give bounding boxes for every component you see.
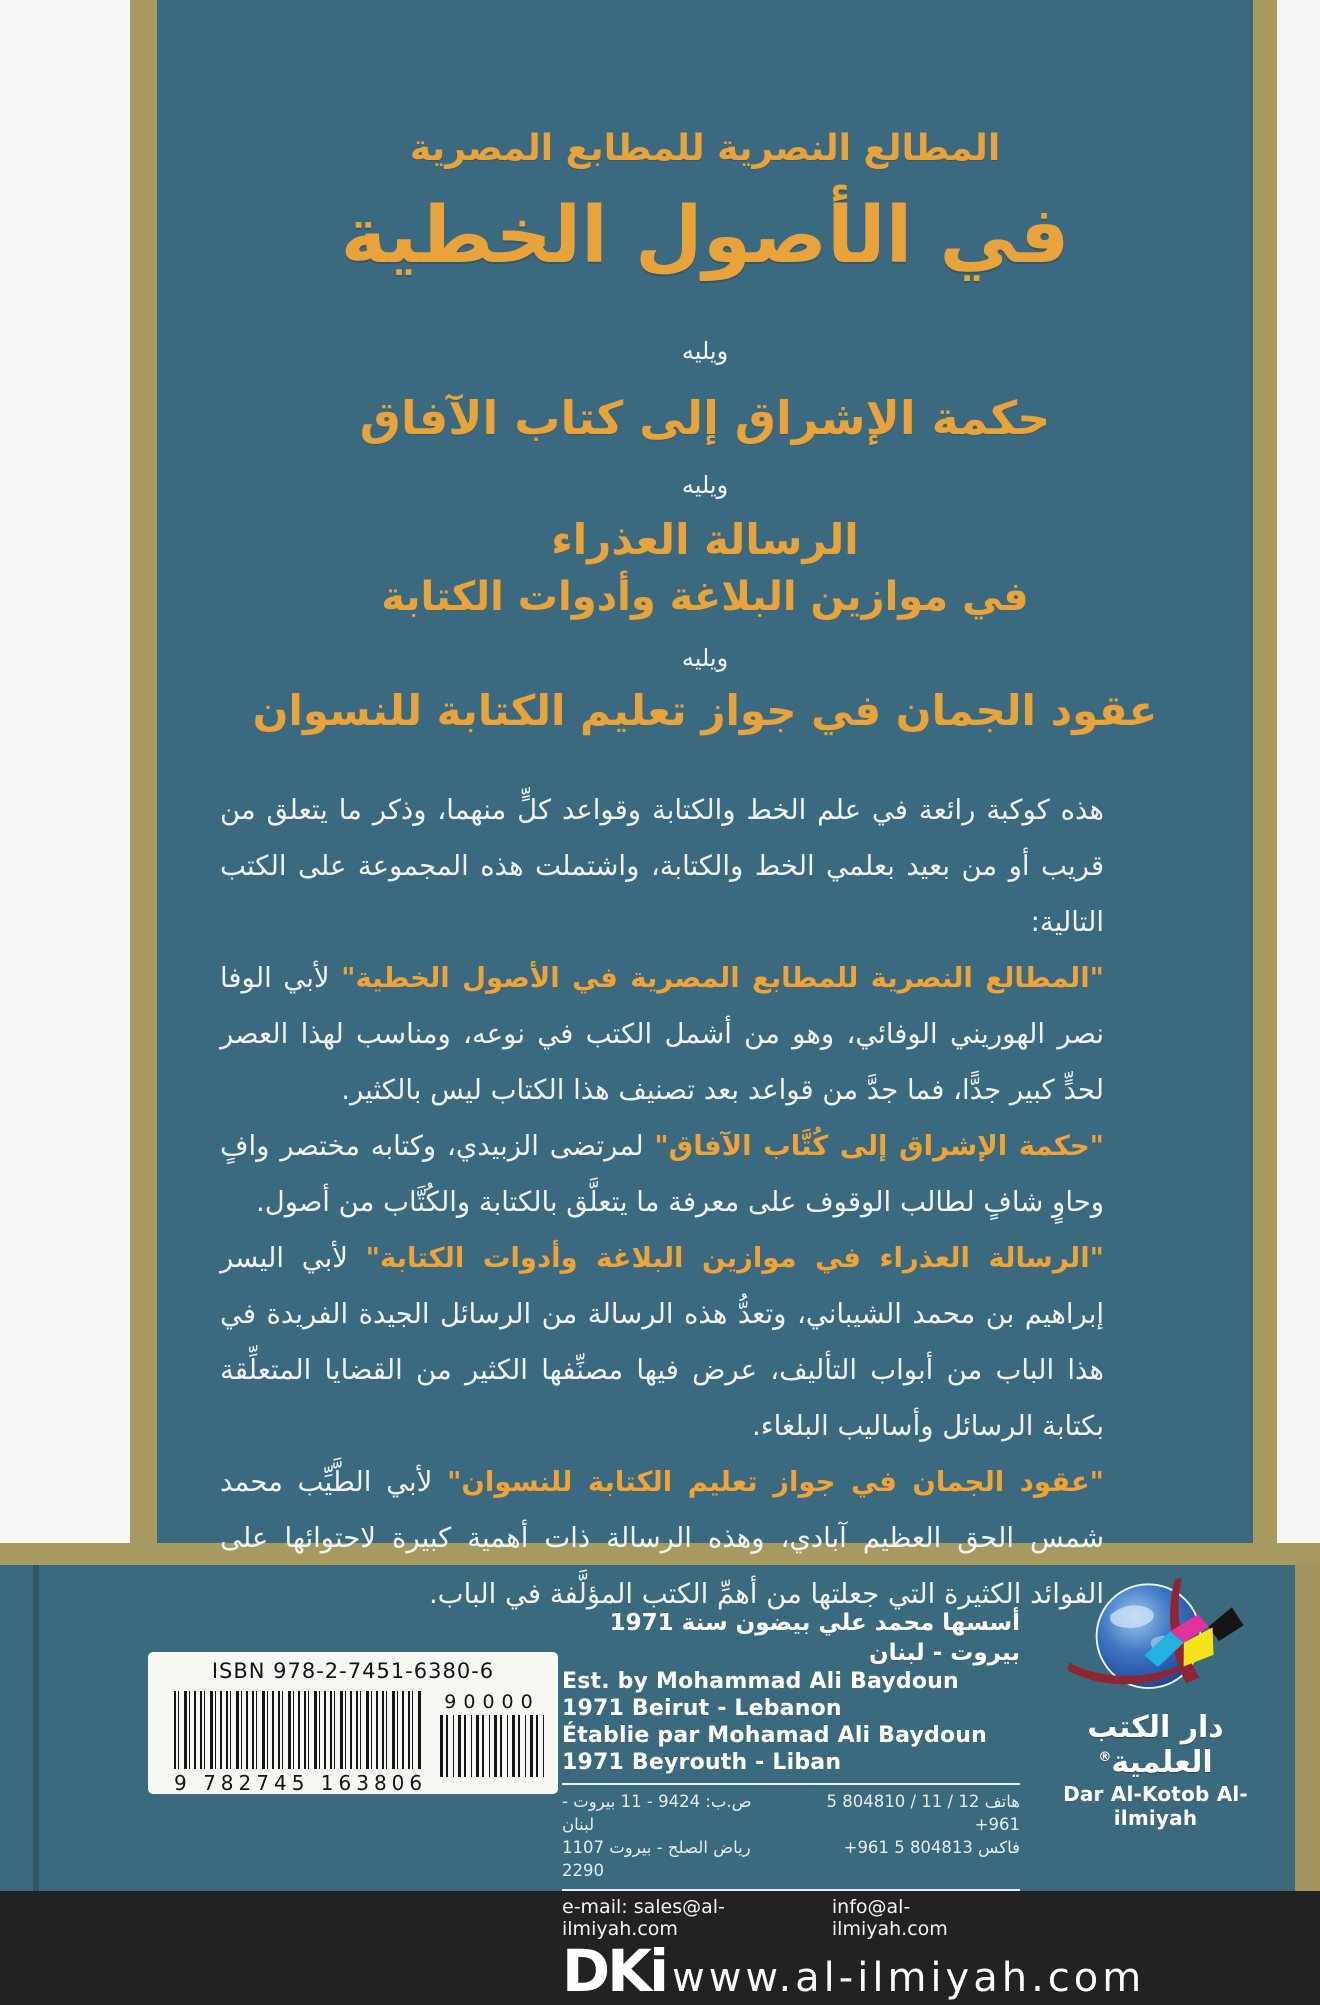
frame-strip-right [1253, 0, 1277, 1543]
book-title-highlight: "المطالع النصرية للمطابع المصرية في الأصول الخطية" [341, 962, 1104, 994]
publisher-name-arabic: دار الكتب العلمية® [1087, 1710, 1224, 1780]
book-title-highlight: "الرسالة العذراء في موازين البلاغة وأدوات الكتابة" [365, 1242, 1105, 1274]
registered-mark: ® [1098, 1750, 1112, 1765]
divider-line [562, 1783, 1020, 1785]
followed-by-label: ويليه [681, 644, 729, 672]
street-line: رياض الصلح - بيروت 1107 2290 [562, 1838, 751, 1880]
followed-by-label: ويليه [681, 471, 729, 499]
email-info: info@al-ilmiyah.com [831, 1896, 948, 1940]
isbn-label: ISBN 978-2-7451-6380-6 [211, 1659, 495, 1683]
email-sales: e-mail: sales@al-ilmiyah.com [562, 1896, 725, 1940]
cover-crease [33, 1565, 39, 1891]
body-paragraph [220, 1230, 1104, 1454]
fourth-book-title: عقود الجمان في جواز تعليم الكتابة للنسوان [252, 686, 1158, 735]
barcode-bars [174, 1691, 422, 1769]
website-url: www.al-ilmiyah.com [671, 1955, 1146, 2001]
book-title-highlight: "حكمة الإشراق إلى كُتَّاب الآفاق" [654, 1130, 1104, 1162]
address-block [562, 1790, 787, 1882]
third-book-title-line2: في موازين البلاغة وأدوات الكتابة [381, 574, 1029, 620]
pobox-line: ص.ب: 9424 - 11 بيروت - لبنان [562, 1792, 752, 1834]
page-edge-left [0, 0, 130, 1543]
supplement-digits: 90000 [444, 1691, 540, 1713]
body-paragraph [220, 1118, 1104, 1230]
body-paragraphs [220, 782, 1104, 1622]
body-paragraph [220, 782, 1104, 950]
followed-by-label: ويليه [681, 337, 729, 365]
cover-edge-bottom-right [1295, 1565, 1320, 1891]
third-book-title-line1: الرسالة العذراء [551, 515, 859, 564]
second-book-title: حكمة الإشراق إلى كتاب الآفاق [359, 391, 1051, 445]
book-title-highlight: "عقود الجمان في جواز تعليم الكتابة للنسوان" [447, 1466, 1104, 1498]
body-text-segment: لأبي الوفا نصر الهوريني الوفائي، وهو من أشمل الكتب في نوعه، ومناسب لهذا العصر لحدٍّ كبير جدًّا، فما جدَّ من قواعد بعد تصنيف هذا الكتاب ليس بالكثير. [220, 962, 1104, 1106]
supplement-bars [440, 1715, 544, 1777]
barcode-panel [148, 1652, 558, 1794]
dki-logo-text: DKi [562, 1937, 666, 2005]
publisher-logo [1038, 1572, 1273, 1830]
ean-barcode [174, 1691, 428, 1795]
divider-line [562, 1889, 1020, 1891]
frame-strip-left [130, 0, 157, 1543]
body-text-segment: لأبي اليسر إبراهيم بن محمد الشيباني، وتعدُّ هذه الرسالة من الرسائل الجيدة الفريدة في هذا الباب من أبواب التأليف، عرض فيها مصنِّفها الكثير من القضايا المتعلِّقة بكتابة الرسائل وأساليب البلغاء. [220, 1242, 1104, 1442]
body-paragraph [220, 950, 1104, 1118]
phone-line: هاتف 12 / 11 / 804810 5 961+ [826, 1792, 1020, 1834]
founded-line-arabic: أسسها محمد علي بيضون سنة 1971 بيروت - لبنان [609, 1610, 1020, 1666]
fax-line: فاكس 804813 5 961+ [843, 1838, 1020, 1857]
body-paragraph [220, 1454, 1104, 1622]
phone-block [787, 1790, 1020, 1859]
page-edge-right [1277, 0, 1320, 1543]
body-text-segment: هذه كوكبة رائعة في علم الخط والكتابة وقواعد كلٍّ منهما، وذكر ما يتعلق من قريب أو من بعيد بعلمي الخط والكتابة، واشتملت هذه المجموعة على الكتب التالية: [220, 794, 1104, 938]
publisher-name-english: Dar Al-Kotob Al-ilmiyah [1063, 1782, 1248, 1830]
main-title: في الأصول الخطية [340, 191, 1070, 281]
globe-logo-icon [1061, 1572, 1251, 1704]
body-text-segment: لمرتضى الزبيدي، وكتابه مختصر وافٍ وحاوٍ شافٍ لطالب الوقوف على معرفة ما يتعلَّق بالكتابة والكُتَّاب من أصول. [220, 1130, 1104, 1218]
founded-line-english: Est. by Mohammad Ali Baydoun 1971 Beirut - Lebanon [562, 1669, 959, 1721]
barcode-digits: 9 782745 163806 [174, 1771, 428, 1795]
series-title: المطالع النصرية للمطابع المصرية [409, 128, 1001, 169]
founded-line-french: Établie par Mohamad Ali Baydoun 1971 Beyrouth - Liban [562, 1723, 988, 1775]
supplement-barcode [440, 1691, 544, 1777]
title-block [156, 128, 1254, 735]
publisher-info [562, 1608, 1146, 2005]
body-text-segment: لأبي الطَّيِّب محمد شمس الحق العظيم آبادي، وهذه الرسالة ذات أهمية كبيرة لاحتوائها على الفوائد الكثيرة التي جعلتها من أهمِّ الكتب المؤلَّفة في الباب. [220, 1466, 1104, 1610]
